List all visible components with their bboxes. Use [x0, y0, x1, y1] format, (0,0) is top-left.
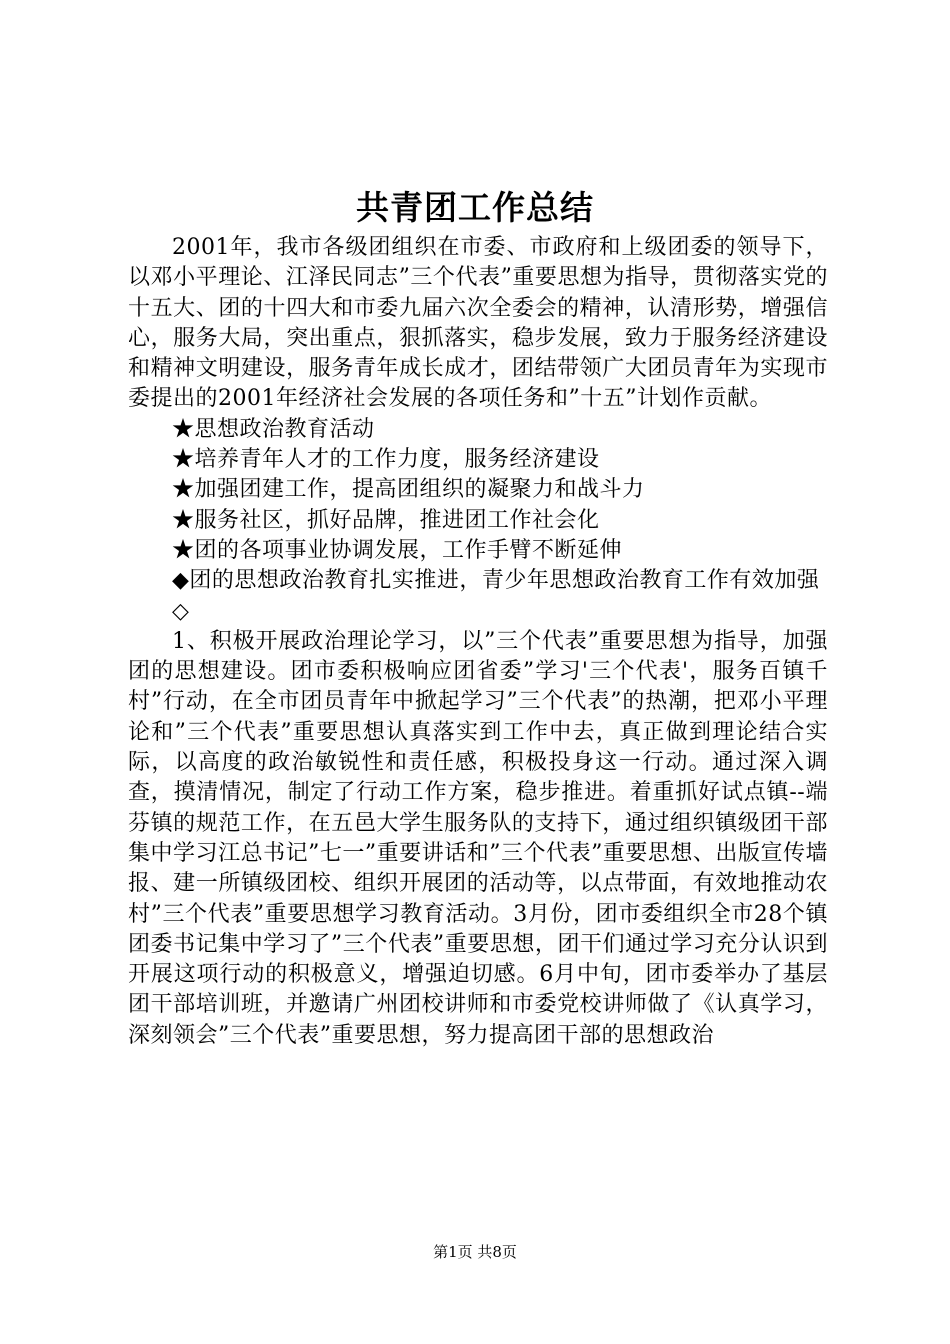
- list-item: ★加强团建工作，提高团组织的凝聚力和战斗力: [172, 477, 645, 503]
- document-title: 共青团工作总结: [356, 188, 594, 227]
- list-item: ★团的各项事业协调发展，工作手臂不断延伸: [172, 537, 623, 563]
- intro-paragraph: 2001年，我市各级团组织在市委、市政府和上级团委的领导下，以邓小平理论、江泽民同志”三个代表”重要思想为指导，贯彻落实党的十五大、团的十四大和市委九届六次全委会的精神，认清形势，增强信心，服务大局，突出重点，狠抓落实，稳步发展，致力于服务经济建设和精神文明建设，服务青年成长成才，团结带领广大团员青年为实现市委提出的2001年经济社会发展的各项任务和”十五”计划作贡献。: [128, 235, 828, 412]
- list-item: ★服务社区，抓好品牌，推进团工作社会化: [172, 507, 600, 533]
- body-paragraph: 1、积极开展政治理论学习，以”三个代表”重要思想为指导，加强团的思想建设。团市委积极响应团省委”学习'三个代表'，服务百镇千村”行动，在全市团员青年中掀起学习”三个代表”的热潮，把邓小平理论和”三个代表”重要思想认真落实到工作中去，真正做到理论结合实际，以高度的政治敏锐性和责任感，积极投身这一行动。通过深入调查，摸清情况，制定了行动工作方案，稳步推进。着重抓好试点镇--端芬镇的规范工作，在五邑大学生服务队的支持下，通过组织镇级团干部集中学习江总书记”七一”重要讲话和”三个代表”重要思想、出版宣传墙报、建一所镇级团校、组织开展团的活动等，以点带面，有效地推动农村”三个代表”重要思想学习教育活动。3月份，团市委组织全市28个镇团委书记集中学习了”三个代表”重要思想，团干们通过学习充分认识到开展这项行动的积极意义，增强迫切感。6月中旬，团市委举办了基层团干部培训班，并邀请广州团校讲师和市委党校讲师做了《认真学习，深刻领会”三个代表”重要思想，努力提高团干部的思想政治: [128, 628, 828, 1048]
- list-item: ★思想政治教育活动: [172, 416, 375, 442]
- list-item: ★培养青年人才的工作力度，服务经济建设: [172, 447, 600, 473]
- section-marker: ◇: [172, 598, 190, 624]
- document-body: [128, 233, 828, 1051]
- page-number: 第1页 共8页: [433, 1243, 517, 1261]
- section-heading: ◆团的思想政治教育扎实推进，青少年思想政治教育工作有效加强: [172, 568, 820, 594]
